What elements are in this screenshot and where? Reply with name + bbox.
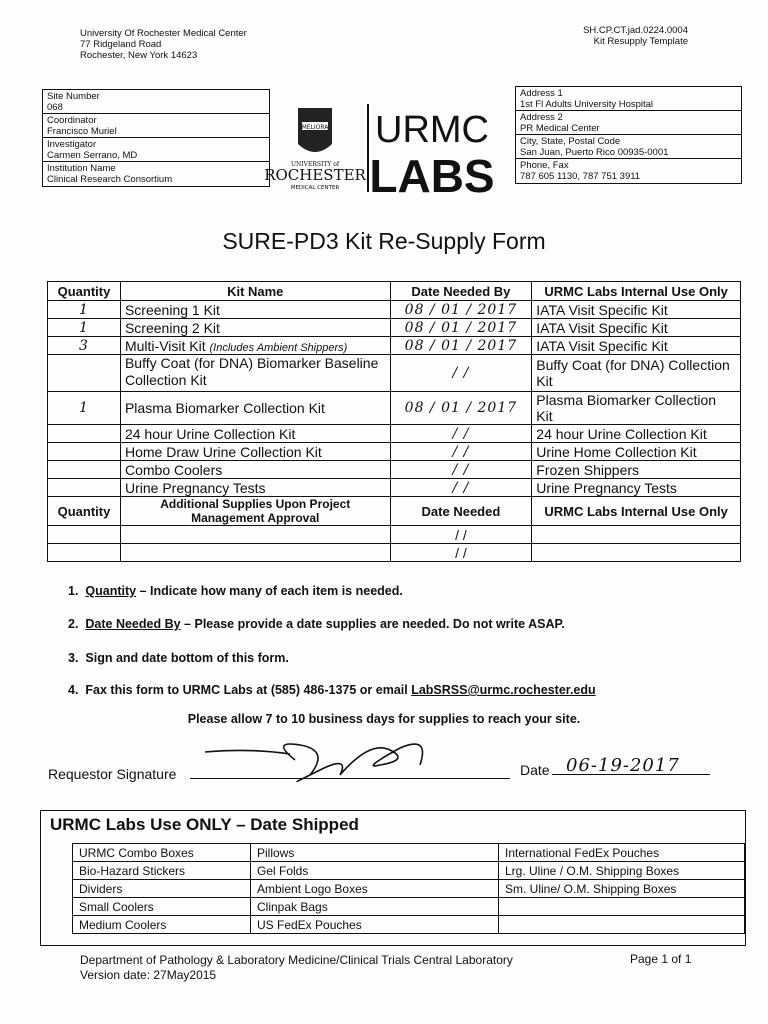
kit-name-cell xyxy=(120,355,390,392)
field-value: Carmen Serrano, MD xyxy=(47,150,138,161)
doc-subtitle: Kit Resupply Template xyxy=(593,36,688,47)
field-label: Institution Name xyxy=(47,163,116,174)
date-cell[interactable]: / / xyxy=(390,544,532,562)
kit-name-cell xyxy=(120,443,390,461)
shipping-item: Gel Folds xyxy=(251,862,499,880)
signature-date-value: 06-19-2017 xyxy=(566,755,680,776)
instruction-2 xyxy=(68,617,565,631)
additional-supply-cell[interactable] xyxy=(120,544,390,562)
shipping-item: Dividers xyxy=(73,880,251,898)
table-row xyxy=(73,898,745,916)
date-cell[interactable]: / / xyxy=(390,355,532,392)
date-label: Date xyxy=(520,762,550,778)
kit-table xyxy=(47,281,741,562)
instruction-4 xyxy=(68,683,596,697)
date-cell[interactable]: 08 / 01 / 2017 xyxy=(390,301,532,319)
table-row xyxy=(48,392,741,425)
internal-use-cell: IATA Visit Specific Kit xyxy=(532,301,741,319)
internal-use-cell xyxy=(532,526,741,544)
additional-supply-cell[interactable] xyxy=(120,526,390,544)
field-label: City, State, Postal Code xyxy=(520,136,621,147)
field-label: Coordinator xyxy=(47,115,97,126)
table-row xyxy=(73,862,745,880)
kit-name: Screening 1 Kit xyxy=(124,301,220,318)
address2-field xyxy=(516,111,741,135)
org-line: University Of Rochester Medical Center xyxy=(80,28,247,39)
table-row xyxy=(48,544,741,562)
svg-text:LABS: LABS xyxy=(369,150,495,202)
institution-field xyxy=(43,162,269,186)
date-cell[interactable]: / / xyxy=(390,526,532,544)
col-header-quantity: Quantity xyxy=(48,497,121,526)
field-label: Phone, Fax xyxy=(520,160,569,171)
quantity-cell[interactable]: 1 xyxy=(48,392,121,425)
quantity-cell[interactable] xyxy=(48,443,121,461)
instruction-number: 4. xyxy=(68,683,79,697)
additional-header xyxy=(48,497,741,526)
quantity-cell[interactable]: 1 xyxy=(48,319,121,337)
shield-icon xyxy=(264,96,495,202)
instruction-number: 1. xyxy=(68,584,79,598)
quantity-cell[interactable] xyxy=(48,526,121,544)
field-value: Francisco Muriel xyxy=(47,126,117,137)
quantity-cell[interactable] xyxy=(48,355,121,392)
quantity-cell[interactable] xyxy=(48,461,121,479)
date-cell[interactable]: / / xyxy=(390,461,532,479)
instruction-text: Sign and date bottom of this form. xyxy=(85,651,289,665)
table-row xyxy=(48,301,741,319)
quantity-cell[interactable] xyxy=(48,425,121,443)
date-cell[interactable]: 08 / 01 / 2017 xyxy=(390,392,532,425)
kit-name-cell xyxy=(120,301,390,319)
site-info-box xyxy=(42,89,270,187)
shipping-item: International FedEx Pouches xyxy=(499,844,745,862)
kit-name: Screening 2 Kit xyxy=(124,319,220,336)
address-info-box xyxy=(515,86,742,184)
kit-table-header xyxy=(48,282,741,301)
instruction-key: Date Needed By xyxy=(85,617,181,631)
instruction-text: Fax this form to URMC Labs at (585) 486-1375 or email xyxy=(85,683,412,697)
kit-name-cell xyxy=(120,319,390,337)
date-cell[interactable]: / / xyxy=(390,479,532,497)
kit-name-cell xyxy=(120,392,390,425)
kit-name: Multi-Visit Kit xyxy=(124,337,206,354)
col-header-additional-supplies: Additional Supplies Upon Project Management Approval xyxy=(120,497,390,526)
instruction-text: – Indicate how many of each item is needed. xyxy=(136,584,403,598)
signature-label: Requestor Signature xyxy=(48,766,177,782)
svg-text:UNIVERSITY of: UNIVERSITY of xyxy=(290,161,340,168)
shipping-item: Clinpak Bags xyxy=(251,898,499,916)
field-value: PR Medical Center xyxy=(520,123,600,134)
phone-fax-field xyxy=(516,159,741,183)
org-address xyxy=(80,28,247,61)
field-label: Address 2 xyxy=(520,112,563,123)
kit-name: Urine Pregnancy Tests xyxy=(124,479,266,496)
footer-dept: Department of Pathology & Laboratory Medicine/Clinical Trials Central Laboratory xyxy=(80,953,513,967)
table-row xyxy=(48,479,741,497)
table-row xyxy=(48,425,741,443)
field-label: Site Number xyxy=(47,91,100,102)
field-value: San Juan, Puerto Rico 00935-0001 xyxy=(520,147,669,158)
org-line: 77 Ridgeland Road xyxy=(80,39,162,50)
coordinator-field xyxy=(43,114,269,138)
shipping-item: US FedEx Pouches xyxy=(251,916,499,934)
doc-code: SH.CP.CT.jad.0224.0004 xyxy=(583,25,688,36)
field-label: Address 1 xyxy=(520,88,563,99)
internal-use-cell xyxy=(532,544,741,562)
shipping-item: Medium Coolers xyxy=(73,916,251,934)
table-row xyxy=(48,443,741,461)
table-row xyxy=(48,355,741,392)
shipping-table xyxy=(72,843,745,934)
field-value: Clinical Research Consortium xyxy=(47,174,173,185)
shipping-item xyxy=(499,898,745,916)
allow-note: Please allow 7 to 10 business days for supplies to reach your site. xyxy=(187,712,581,726)
date-cell[interactable]: 08 / 01 / 2017 xyxy=(390,337,532,355)
kit-name-cell xyxy=(120,425,390,443)
internal-use-cell: Urine Pregnancy Tests xyxy=(532,479,741,497)
signature-scribble-icon xyxy=(200,730,440,790)
kit-name-cell xyxy=(120,337,390,355)
shipping-item xyxy=(499,916,745,934)
table-row xyxy=(48,319,741,337)
shipping-item: URMC Combo Boxes xyxy=(73,844,251,862)
date-cell[interactable]: / / xyxy=(390,425,532,443)
field-label: Investigator xyxy=(47,139,97,150)
footer-version: Version date: 27May2015 xyxy=(80,968,217,982)
instruction-text: – Please provide a date supplies are needed. Do not write ASAP. xyxy=(180,617,565,631)
table-row xyxy=(48,461,741,479)
form-title: SURE-PD3 Kit Re-Supply Form xyxy=(222,228,546,254)
shipping-item: Pillows xyxy=(251,844,499,862)
shipping-item: Small Coolers xyxy=(73,898,251,916)
investigator-field xyxy=(43,138,269,162)
table-row xyxy=(73,880,745,898)
page-number: Page 1 of 1 xyxy=(630,952,692,966)
svg-text:MEDICAL CENTER: MEDICAL CENTER xyxy=(290,185,340,191)
col-header-date-needed: Date Needed xyxy=(390,497,532,526)
site-number-field xyxy=(43,90,269,114)
table-row xyxy=(73,844,745,862)
internal-use-cell: IATA Visit Specific Kit xyxy=(532,337,741,355)
kit-name: Plasma Biomarker Collection Kit xyxy=(124,400,325,416)
kit-note: (Includes Ambient Shippers) xyxy=(209,341,348,354)
shipping-item: Lrg. Uline / O.M. Shipping Boxes xyxy=(499,862,745,880)
date-cell[interactable]: 08 / 01 / 2017 xyxy=(390,319,532,337)
quantity-cell[interactable]: 3 xyxy=(48,337,121,355)
instruction-number: 3. xyxy=(68,651,79,665)
svg-text:MELIORA: MELIORA xyxy=(301,124,329,131)
field-value: 068 xyxy=(47,102,63,113)
shipping-title: URMC Labs Use ONLY – Date Shipped xyxy=(50,815,359,834)
svg-text:ROCHESTER: ROCHESTER xyxy=(264,166,366,184)
quantity-cell[interactable] xyxy=(48,479,121,497)
kit-name: 24 hour Urine Collection Kit xyxy=(124,425,296,442)
email-link[interactable]: LabSRSS@urmc.rochester.edu xyxy=(411,683,596,697)
internal-use-cell: Urine Home Collection Kit xyxy=(532,443,741,461)
org-line: Rochester, New York 14623 xyxy=(80,50,198,61)
instruction-key: Quantity xyxy=(85,584,137,598)
col-header-quantity: Quantity xyxy=(48,282,121,301)
table-row xyxy=(73,916,745,934)
footer-text xyxy=(80,953,513,983)
internal-use-cell: IATA Visit Specific Kit xyxy=(532,319,741,337)
instruction-1 xyxy=(68,584,403,598)
instruction-number: 2. xyxy=(68,617,79,631)
svg-text:URMC: URMC xyxy=(375,109,489,151)
col-header-date: Date Needed By xyxy=(390,282,532,301)
shipping-item: Sm. Uline/ O.M. Shipping Boxes xyxy=(499,880,745,898)
col-header-kit-name: Kit Name xyxy=(120,282,390,301)
quantity-cell[interactable]: 1 xyxy=(48,301,121,319)
field-value: 787 605 1130, 787 751 3911 xyxy=(520,171,641,182)
kit-name: Combo Coolers xyxy=(124,461,223,478)
shipping-item: Ambient Logo Boxes xyxy=(251,880,499,898)
quantity-cell[interactable] xyxy=(48,544,121,562)
kit-name: Home Draw Urine Collection Kit xyxy=(124,443,322,460)
field-value: 1st Fl Adults University Hospital xyxy=(520,99,654,110)
internal-use-cell: Buffy Coat (for DNA) Collection Kit xyxy=(532,355,741,392)
address1-field xyxy=(516,87,741,111)
city-field xyxy=(516,135,741,159)
internal-use-cell: Frozen Shippers xyxy=(532,461,741,479)
date-cell[interactable]: / / xyxy=(390,443,532,461)
instruction-3 xyxy=(68,651,289,665)
kit-name: Buffy Coat (for DNA) Biomarker Baseline Collection Kit xyxy=(124,355,379,388)
col-header-internal: URMC Labs Internal Use Only xyxy=(532,282,741,301)
col-header-internal: URMC Labs Internal Use Only xyxy=(532,497,741,526)
internal-use-cell: Plasma Biomarker Collection Kit xyxy=(532,392,741,425)
kit-name-cell xyxy=(120,479,390,497)
urmc-labs-logo xyxy=(264,96,495,202)
kit-name-cell xyxy=(120,461,390,479)
table-row xyxy=(48,526,741,544)
doc-code-block xyxy=(572,25,688,47)
shipping-item: Bio-Hazard Stickers xyxy=(73,862,251,880)
table-row xyxy=(48,337,741,355)
internal-use-cell: 24 hour Urine Collection Kit xyxy=(532,425,741,443)
